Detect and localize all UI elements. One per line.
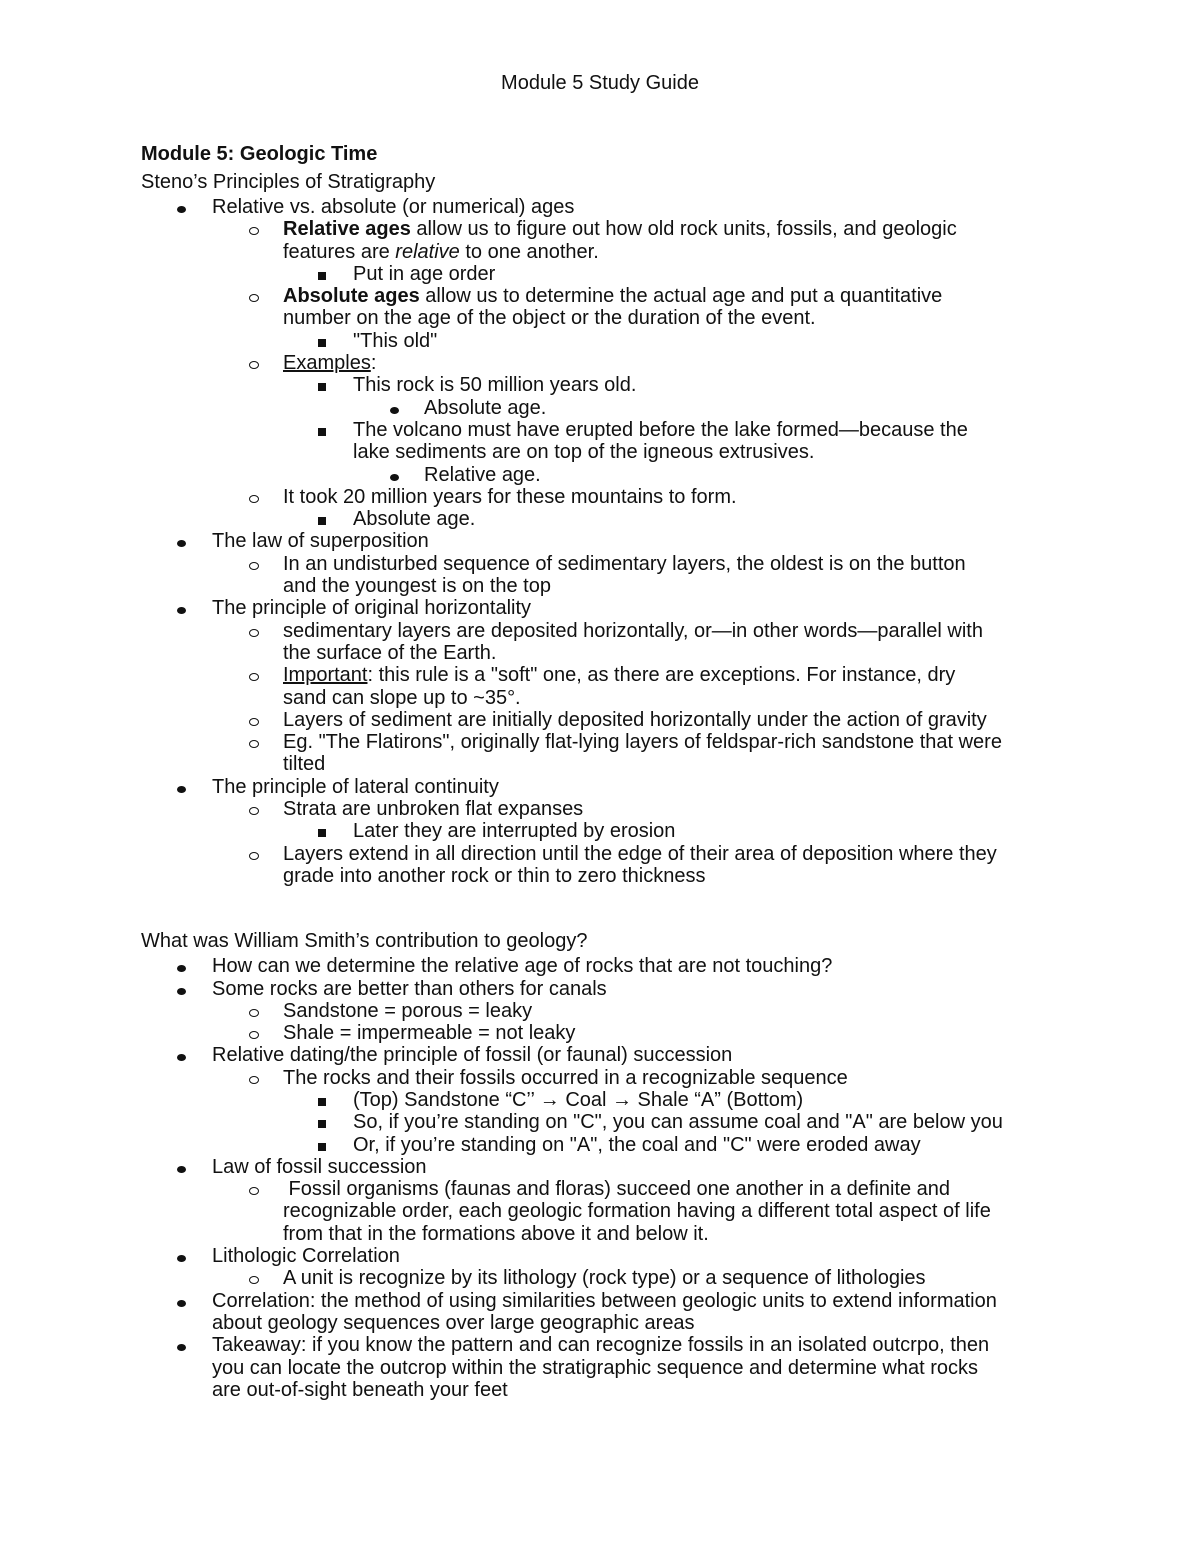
- list-item: Layers extend in all direction until the edge of their area of deposition where they: [141, 843, 1081, 865]
- bullet-dot-icon: [177, 540, 186, 547]
- list-item: Absolute age.: [141, 397, 1081, 419]
- list-item: The principle of original horizontality: [141, 597, 1081, 619]
- list-item: In an undisturbed sequence of sedimentary layers, the oldest is on the button: [141, 553, 1081, 575]
- list-item-continuation: the surface of the Earth.: [283, 641, 497, 664]
- bullet-circle-icon: [249, 740, 259, 748]
- list-item: It took 20 million years for these mountains to form.: [141, 486, 1081, 508]
- list-item: The law of superposition: [141, 530, 1081, 552]
- bullet-circle-icon: [249, 562, 259, 570]
- list-item: sedimentary layers are deposited horizontally, or—in other words—parallel with: [141, 620, 1081, 642]
- list-item: Shale = impermeable = not leaky: [141, 1022, 1081, 1044]
- bullet-circle-icon: [249, 1031, 259, 1039]
- bullet-circle-icon: [249, 629, 259, 637]
- list-item: Law of fossil succession: [141, 1156, 1081, 1178]
- list-item: Or, if you’re standing on "A", the coal and "C" were eroded away: [141, 1134, 1081, 1156]
- list-item: So, if you’re standing on "C", you can assume coal and "A" are below you: [141, 1111, 1081, 1133]
- document-body: [141, 140, 1081, 1401]
- bullet-square-icon: [318, 829, 326, 837]
- bullet-square-icon: [318, 1143, 326, 1151]
- list-item-continuation: about geology sequences over large geographic areas: [212, 1311, 695, 1334]
- list-item-continuation: lake sediments are on top of the igneous extrusives.: [353, 441, 815, 464]
- bullet-dot-icon: [177, 965, 186, 972]
- bullet-dot-icon: [177, 1166, 186, 1173]
- bullet-circle-icon: [249, 495, 259, 503]
- section-heading: Module 5: Geologic Time: [141, 143, 378, 165]
- bullet-dot-icon: [177, 988, 186, 995]
- bullet-circle-icon: [249, 1076, 259, 1084]
- bullet-square-icon: [318, 272, 326, 280]
- list-item-continuation: you can locate the outcrop within the stratigraphic sequence and determine what rocks: [212, 1356, 978, 1379]
- list-item: Fossil organisms (faunas and floras) succeed one another in a definite and: [141, 1178, 1081, 1200]
- list-item: Put in age order: [141, 263, 1081, 285]
- bullet-square-icon: [318, 517, 326, 525]
- bullet-circle-icon: [249, 1009, 259, 1017]
- bullet-square-icon: [318, 1098, 326, 1106]
- list-item-continuation: from that in the formations above it and below it.: [283, 1222, 709, 1245]
- list-item: Strata are unbroken flat expanses: [141, 798, 1081, 820]
- list-item: The principle of lateral continuity: [141, 776, 1081, 798]
- list-item: Relative ages allow us to figure out how old rock units, fossils, and geologic: [141, 218, 1081, 240]
- bullet-circle-icon: [249, 1187, 259, 1195]
- bullet-square-icon: [318, 428, 326, 436]
- bullet-circle-icon: [249, 718, 259, 726]
- list-item: Eg. "The Flatirons", originally flat-lying layers of feldspar-rich sandstone that were: [141, 731, 1081, 753]
- subsection-heading: What was William Smith’s contribution to geology?: [141, 930, 588, 953]
- list-item: Sandstone = porous = leaky: [141, 1000, 1081, 1022]
- document-title: Module 5 Study Guide: [501, 72, 699, 94]
- list-item: The volcano must have erupted before the lake formed—because the: [141, 419, 1081, 441]
- bullet-square-icon: [318, 1120, 326, 1128]
- list-item: (Top) Sandstone “C’’ → Coal → Shale “A” (Bottom): [141, 1089, 1081, 1111]
- bullet-dot-icon: [390, 474, 399, 481]
- list-item: A unit is recognize by its lithology (rock type) or a sequence of lithologies: [141, 1267, 1081, 1289]
- list-item: Some rocks are better than others for canals: [141, 978, 1081, 1000]
- list-item: Correlation: the method of using similarities between geologic units to extend information: [141, 1290, 1081, 1312]
- list-item: Takeaway: if you know the pattern and can recognize fossils in an isolated outcrpo, then: [141, 1334, 1081, 1356]
- list-item: Later they are interrupted by erosion: [141, 820, 1081, 842]
- list-item: "This old": [141, 330, 1081, 352]
- bullet-dot-icon: [177, 206, 186, 213]
- bullet-square-icon: [318, 383, 326, 391]
- bullet-dot-icon: [177, 1054, 186, 1061]
- bullet-circle-icon: [249, 1276, 259, 1284]
- bullet-dot-icon: [177, 1300, 186, 1307]
- list-item-continuation: recognizable order, each geologic formation having a different total aspect of life: [283, 1200, 991, 1223]
- bullet-circle-icon: [249, 294, 259, 302]
- spacer: [141, 887, 1081, 927]
- bullet-dot-icon: [177, 1255, 186, 1262]
- list-item-continuation: number on the age of the object or the duration of the event.: [283, 307, 816, 330]
- bullet-circle-icon: [249, 807, 259, 815]
- list-item: Relative age.: [141, 464, 1081, 486]
- bullet-dot-icon: [177, 607, 186, 614]
- list-item: Lithologic Correlation: [141, 1245, 1081, 1267]
- list-item: This rock is 50 million years old.: [141, 374, 1081, 396]
- list-item-continuation: tilted: [283, 753, 326, 776]
- bullet-circle-icon: [249, 852, 259, 860]
- bullet-circle-icon: [249, 227, 259, 235]
- list-item-continuation: are out-of-sight beneath your feet: [212, 1378, 508, 1401]
- list-item: Important: this rule is a "soft" one, as there are exceptions. For instance, dry: [141, 664, 1081, 686]
- bullet-circle-icon: [249, 361, 259, 369]
- bullet-square-icon: [318, 339, 326, 347]
- list-item-continuation: and the youngest is on the top: [283, 575, 551, 598]
- list-item: Absolute ages allow us to determine the actual age and put a quantitative: [141, 285, 1081, 307]
- bullet-dot-icon: [177, 786, 186, 793]
- list-item-continuation: features are relative to one another.: [283, 240, 599, 263]
- list-item: Layers of sediment are initially deposited horizontally under the action of gravity: [141, 709, 1081, 731]
- bullet-dot-icon: [177, 1344, 186, 1351]
- list-item-continuation: sand can slope up to ~35°.: [283, 686, 521, 709]
- bullet-circle-icon: [249, 673, 259, 681]
- list-item: How can we determine the relative age of rocks that are not touching?: [141, 955, 1081, 977]
- subsection-heading: Steno’s Principles of Stratigraphy: [141, 171, 436, 193]
- bullet-dot-icon: [390, 407, 399, 414]
- list-item: The rocks and their fossils occurred in a recognizable sequence: [141, 1067, 1081, 1089]
- list-item: Examples:: [141, 352, 1081, 374]
- list-item: Relative dating/the principle of fossil (or faunal) succession: [141, 1044, 1081, 1066]
- list-item: Absolute age.: [141, 508, 1081, 530]
- list-item: Relative vs. absolute (or numerical) ages: [141, 196, 1081, 218]
- list-item-continuation: grade into another rock or thin to zero thickness: [283, 864, 706, 887]
